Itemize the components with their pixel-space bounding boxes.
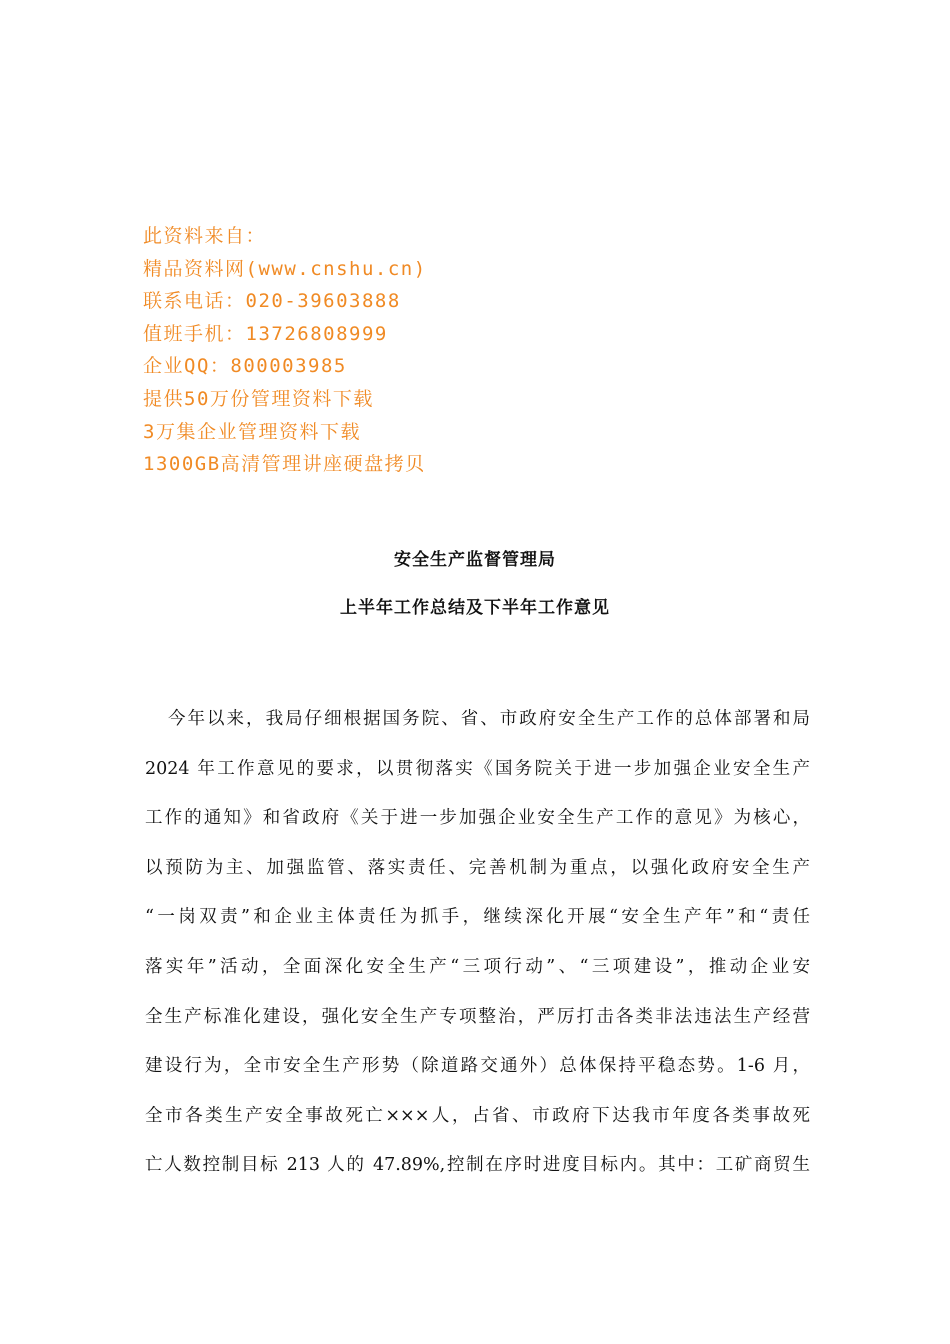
body-line: 2024 年工作意见的要求，以贯彻落实《国务院关于进一步加强企业安全生产	[145, 758, 810, 779]
body-line: “一岗双责”和企业主体责任为抓手，继续深化开展“安全生产年”和“责任	[145, 907, 810, 928]
body-line: 工作的通知》和省政府《关于进一步加强企业安全生产工作的意见》为核心，	[145, 808, 810, 829]
source-line-offer-3: 1300GB高清管理讲座硬盘拷贝	[143, 453, 426, 476]
body-line: 落实年”活动，全面深化安全生产“三项行动”、“三项建设”，推动企业安	[145, 956, 810, 977]
source-line-offer-1: 提供50万份管理资料下载	[143, 387, 374, 410]
source-line-mobile: 值班手机：13726808999	[143, 322, 388, 345]
document-body	[145, 695, 810, 1191]
source-info-block	[143, 220, 643, 481]
source-line-phone: 联系电话：020-39603888	[143, 290, 401, 313]
body-line: 建设行为，全市安全生产形势（除道路交通外）总体保持平稳态势。1-6 月，	[145, 1056, 810, 1077]
source-line-qq: 企业QQ：800003985	[143, 355, 347, 378]
body-line: 全市各类生产安全事故死亡×××人，占省、市政府下达我市年度各类事故死	[145, 1105, 810, 1126]
body-line: 今年以来，我局仔细根据国务院、省、市政府安全生产工作的总体部署和局	[168, 709, 810, 729]
document-title	[0, 548, 950, 620]
title-line-2: 上半年工作总结及下半年工作意见	[340, 598, 610, 618]
body-line: 全生产标准化建设，强化安全生产专项整治，严厉打击各类非法违法生产经营	[145, 1006, 810, 1027]
source-line-header: 此资料来自：	[143, 225, 267, 247]
source-line-offer-2: 3万集企业管理资料下载	[143, 420, 361, 443]
source-line-website: 精品资料网(www.cnshu.cn)	[143, 257, 427, 280]
title-line-1: 安全生产监督管理局	[394, 550, 556, 570]
body-line: 亡人数控制目标 213 人的 47.89%,控制在序时进度目标内。其中：工矿商贸生	[145, 1155, 810, 1176]
body-line: 以预防为主、加强监管、落实责任、完善机制为重点，以强化政府安全生产	[145, 857, 810, 878]
